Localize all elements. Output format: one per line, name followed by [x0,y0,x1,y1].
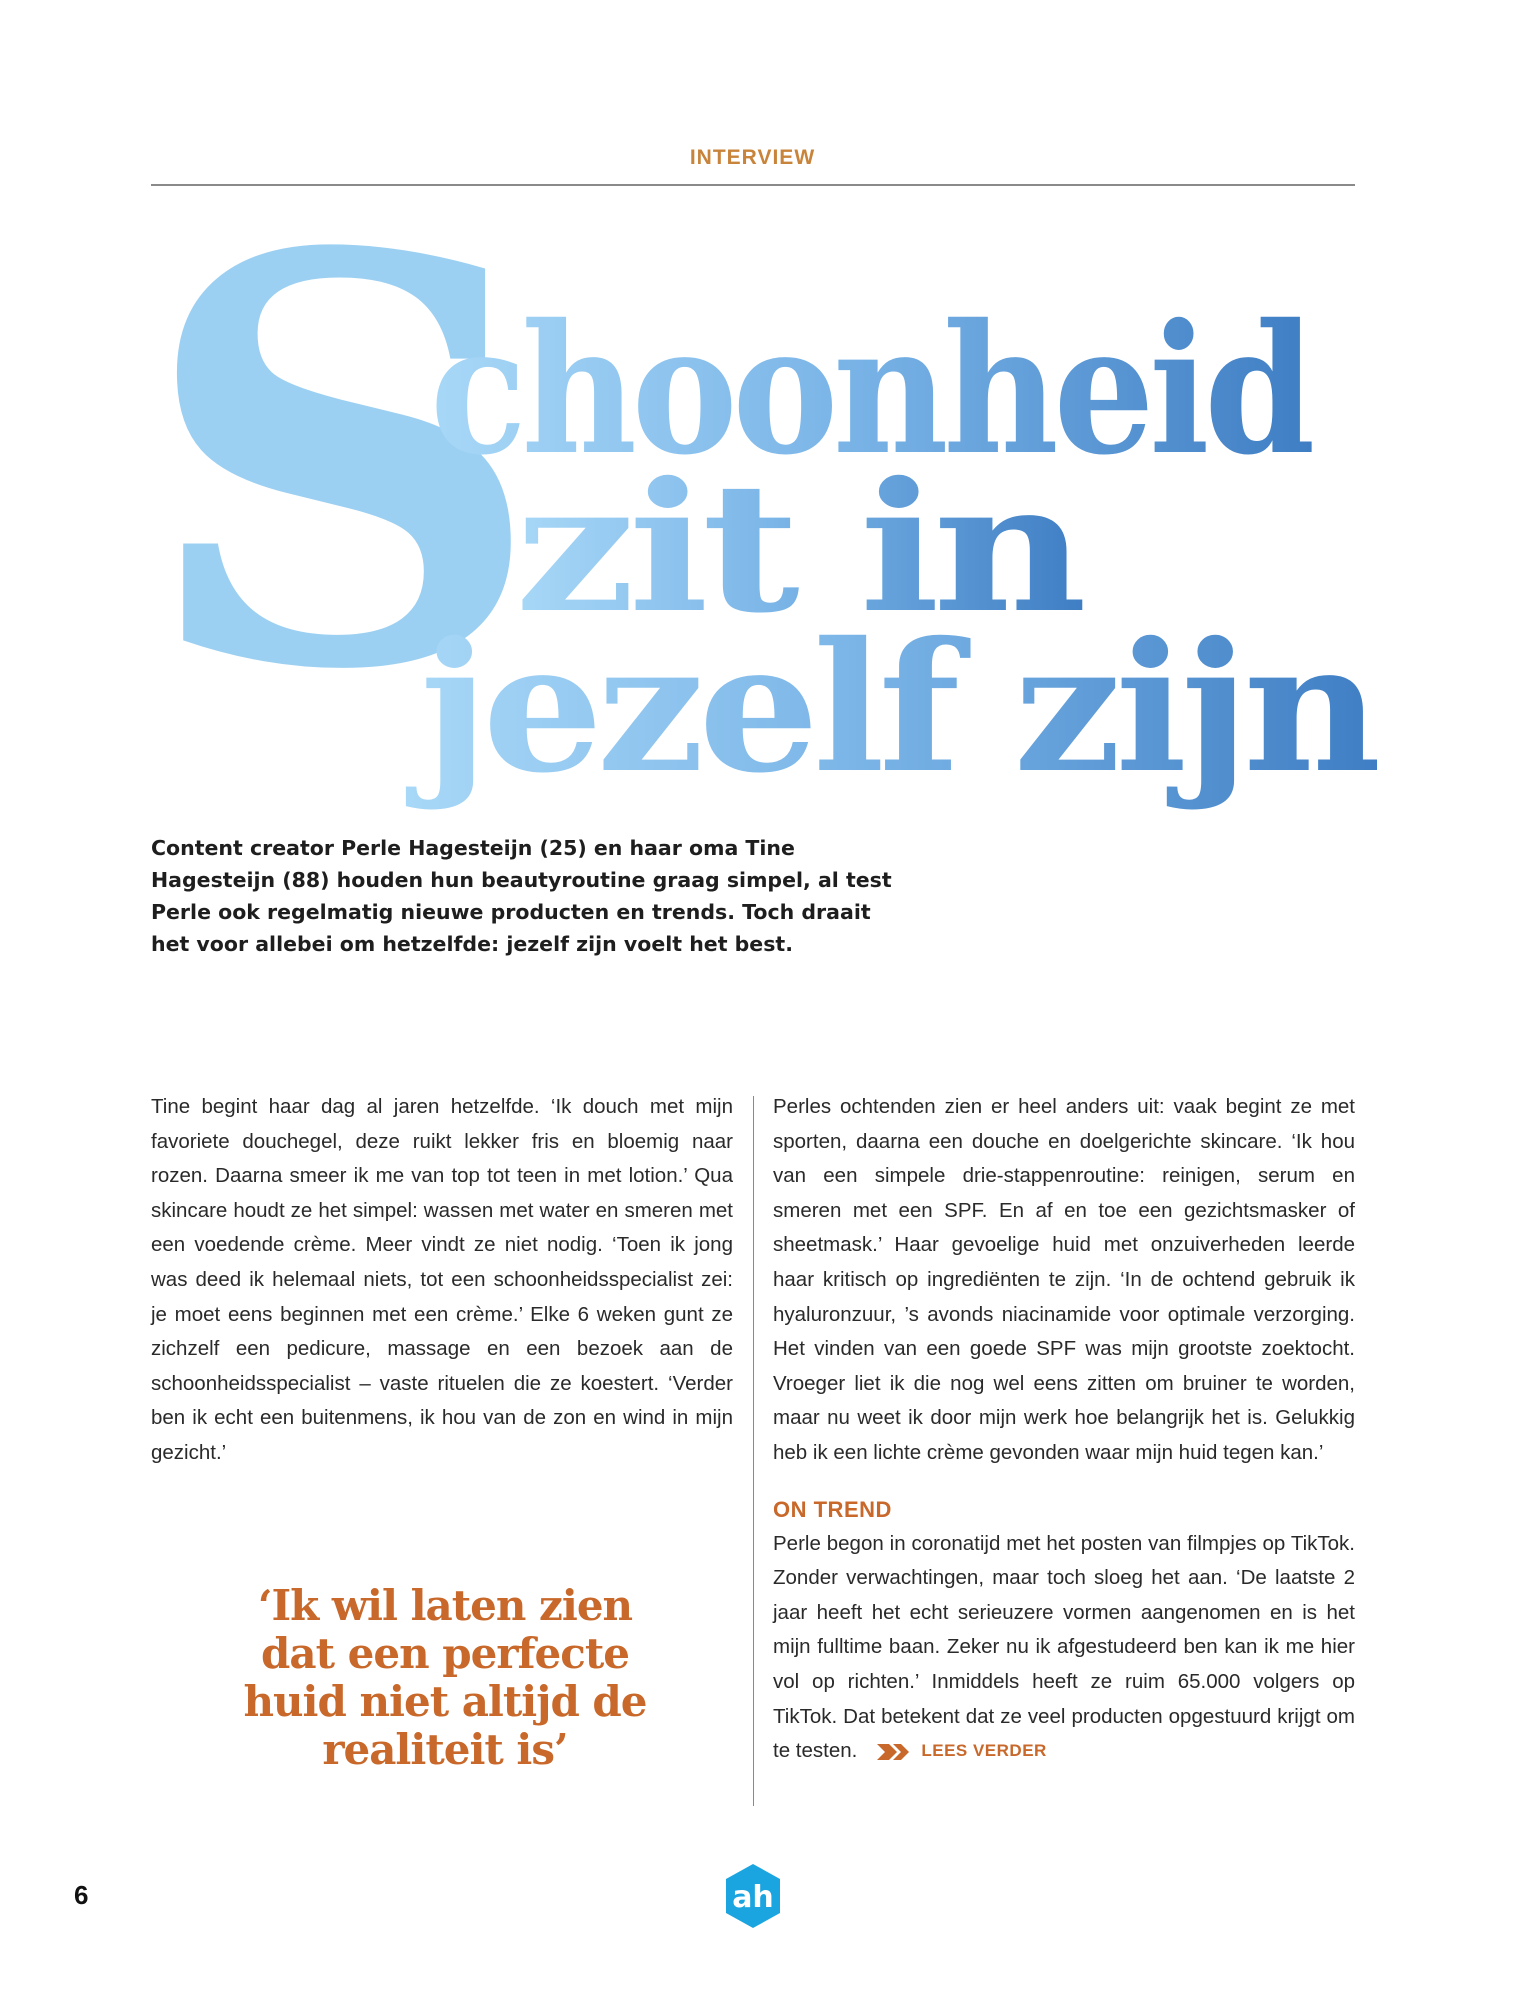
column-divider [753,1096,754,1806]
read-more-link[interactable] [875,1734,1046,1769]
body-column-left [151,1090,733,1471]
headline-initial: S [140,230,545,793]
headline [140,230,1380,830]
body-paragraph-right: Perles ochtenden zien er heel anders uit: vaak begint ze met sporten, daarna een douche en doelgerichte skincare. ‘Ik hou van een simpele drie-stappenroutine: reinigen, serum en smeren met een SPF. En af en toe een gezichtsmasker of sheetmask.’ Haar gevoelige huid met onzuiverheden leerde haar kritisch op ingrediënten te zijn. ‘In de ochtend gebruik ik hyaluronzuur, ’s avonds niacinamide voor optimale verzorging. Het vinden van een goede SPF was mijn grootste zoektocht. Vroeger liet ik die nog wel eens zitten om bruiner te worden, maar nu weet ik door mijn werk hoe belangrijk het is. Gelukkig heb ik een lichte crème gevonden waar mijn huid tegen kan.’ [773,1095,1355,1464]
read-more-label: LEES VERDER [921,1741,1047,1761]
headline-line-3: jezelf zijn [405,603,1378,812]
headline-line-2: zit in [515,443,1084,652]
body-column-right [773,1090,1355,1769]
logo-text: ah [732,1880,774,1915]
section-label: INTERVIEW [689,146,816,169]
page-number: 6 [74,1880,89,1910]
body-paragraph-trend [773,1527,1355,1769]
ah-logo [722,1862,784,1930]
subhead-on-trend: ON TREND [773,1496,892,1522]
trend-paragraph-text: Perle begon in coronatijd met het posten van filmpjes op TikTok. Zonder verwachtingen, maar toch sloeg het aan. ‘De laatste 2 jaar heeft het echt serieuzere vormen aangenomen en is het mijn fulltime baan. Zeker nu ik afgestudeerd ben kan ik me hier vol op richten.’ Inmiddels heeft ze ruim 65.000 volgers op TikTok. Dat betekent dat ze veel producten opgestuurd krijgt om te testen. [773,1531,1355,1763]
pull-quote: ‘Ik wil laten zien dat een perfecte huid niet altijd de realiteit is’ [243,1581,647,1774]
double-arrow-icon [875,1741,915,1763]
header-rule [151,184,1355,186]
headline-line-1: choonheid [430,285,1313,494]
body-paragraph-left: Tine begint haar dag al jaren hetzelfde. ‘Ik douch met mijn favoriete douchegel, deze ruikt lekker fris en bloemig naar rozen. Daarna smeer ik me van top tot teen in met lotion.’ Qua skincare houdt ze het simpel: wassen met water en smeren met een voedende crème. Meer vindt ze niet nodig. ‘Toen ik jong was deed ik helemaal niets, tot een schoonheidsspecialist zei: je moet eens beginnen met een crème.’ Elke 6 weken gunt ze zichzelf een pedicure, massage en een bezoek aan de schoonheidsspecialist – vaste rituelen die ze koestert. ‘Verder ben ik echt een buitenmens, ik hou van de zon en wind in mijn gezicht.’ [151,1095,733,1464]
intro-text: Content creator Perle Hagesteijn (25) en haar oma Tine Hagesteijn (88) houden hun beautyroutine graag simpel, al test Perle ook regelmatig nieuwe producten en trends. Toch draait het voor allebei om hetzelfde: jezelf zijn voelt het best. [151,836,892,956]
